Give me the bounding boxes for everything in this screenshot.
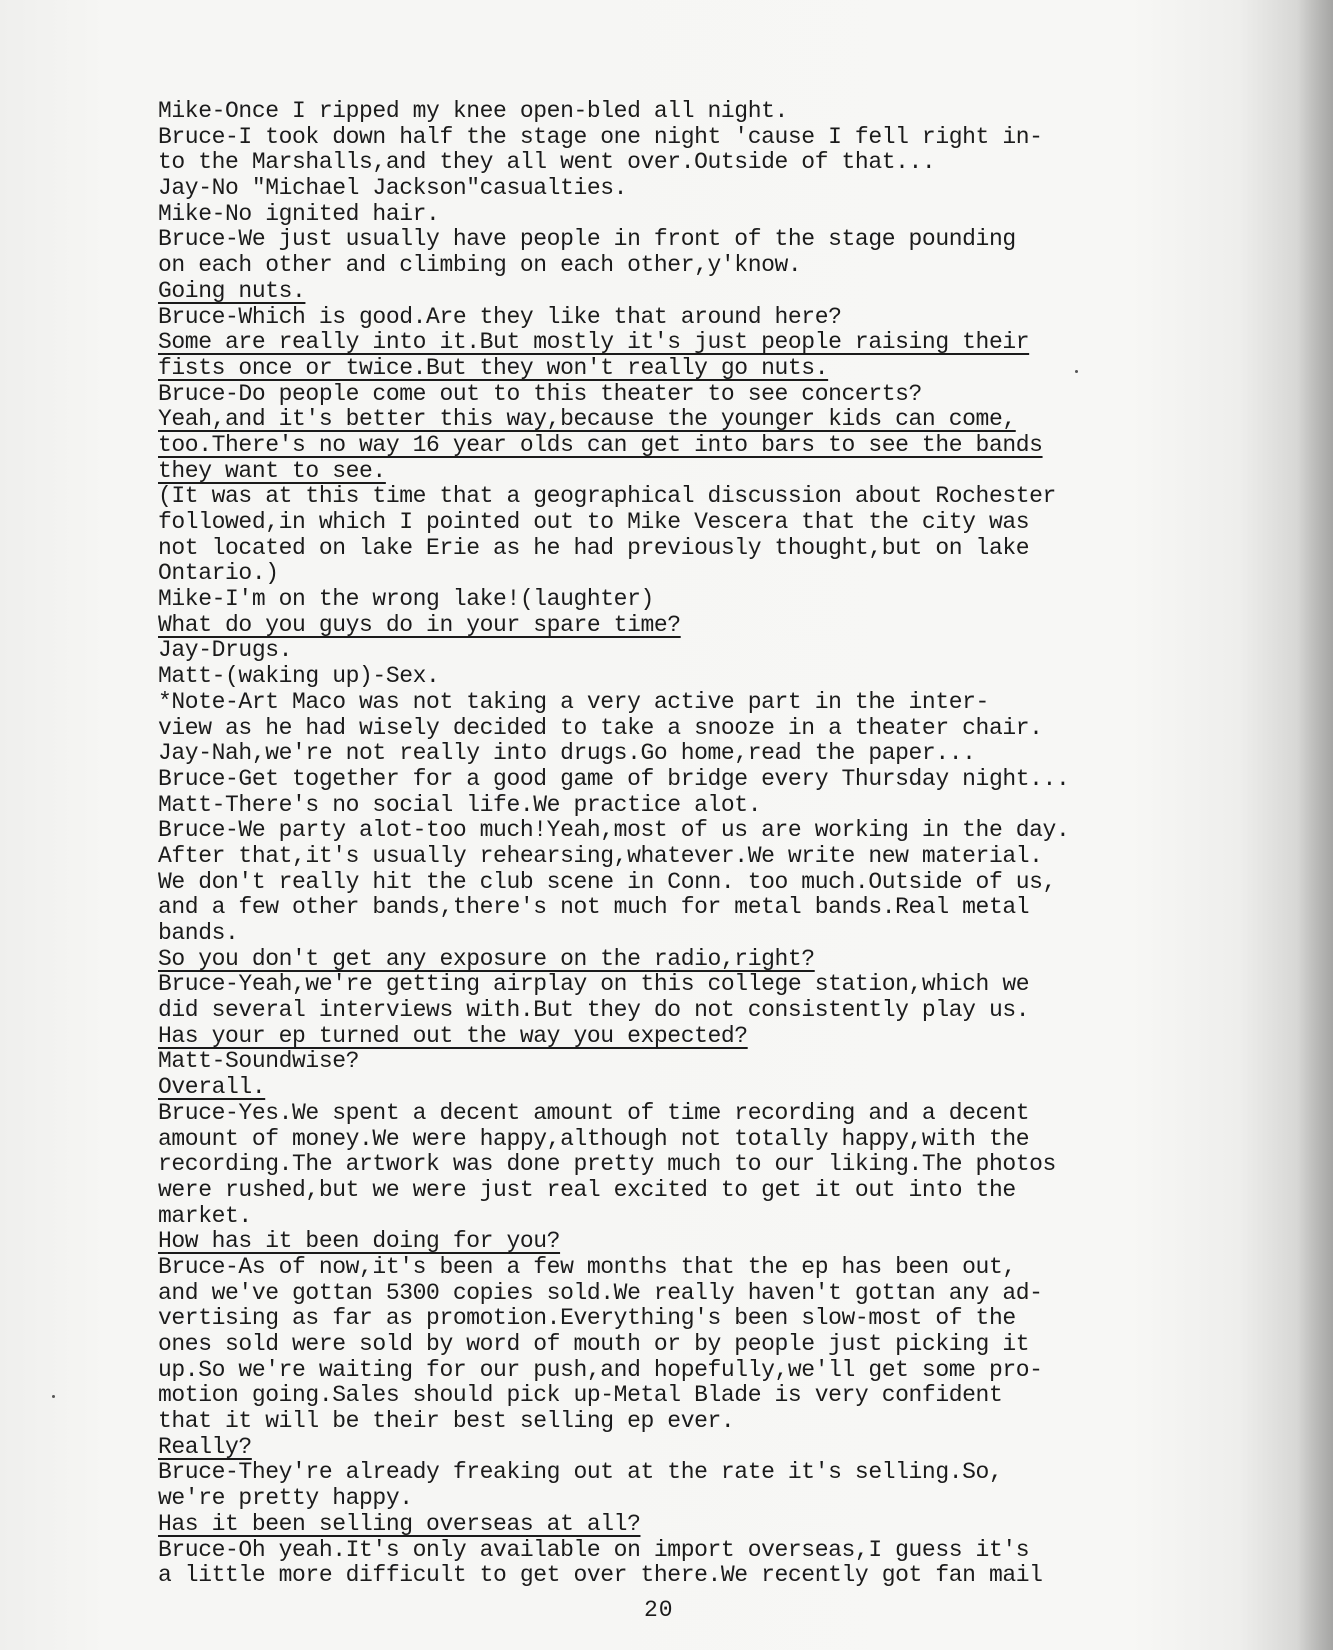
answer-line: We don't really hit the club scene in Conn. too much.Outside of us, xyxy=(158,868,1056,895)
answer-line: Bruce-I took down half the stage one night 'cause I fell right in- xyxy=(158,123,1043,150)
answer-line: Bruce-Which is good.Are they like that around here? xyxy=(158,303,842,330)
answer-line: Mike-Once I ripped my knee open-bled all night. xyxy=(158,98,788,124)
answer-line: Mike-I'm on the wrong lake!(laughter) xyxy=(158,586,654,613)
answer-line: After that,it's usually rehearsing,whatever.We write new material. xyxy=(158,842,1043,869)
answer-line: Bruce-Do people come out to this theater to see concerts? xyxy=(158,380,922,407)
answer-line: bands. xyxy=(158,920,239,946)
answer-line: we're pretty happy. xyxy=(158,1485,413,1512)
interviewer-question-line: too.There's no way 16 year olds can get into bars to see the bands xyxy=(158,431,1043,458)
interviewer-question-line: Really? xyxy=(158,1433,252,1460)
answer-line: view as he had wisely decided to take a snooze in a theater chair. xyxy=(158,714,1043,741)
page-number: 20 xyxy=(644,1597,674,1623)
answer-line: Bruce-They're already freaking out at the rate it's selling.So, xyxy=(158,1459,1003,1486)
answer-line: on each other and climbing on each other,y'know. xyxy=(158,252,802,279)
interviewer-question-line: fists once or twice.But they won't really go nuts. xyxy=(158,354,829,381)
interviewer-question-line: So you don't get any exposure on the radio,right? xyxy=(158,945,815,972)
interviewer-question-line: Going nuts. xyxy=(158,277,306,304)
answer-line: market. xyxy=(158,1202,252,1229)
answer-line: (It was at this time that a geographical discussion about Rochester xyxy=(158,483,1056,510)
answer-line: Bruce-We just usually have people in front of the stage pounding xyxy=(158,226,1016,253)
answer-line: and we've gottan 5300 copies sold.We really haven't gottan any ad- xyxy=(158,1279,1043,1306)
interviewer-question-line: Overall. xyxy=(158,1074,266,1101)
answer-line: that it will be their best selling ep ever. xyxy=(158,1408,735,1435)
answer-line: up.So we're waiting for our push,and hopefully,we'll get some pro- xyxy=(158,1356,1043,1383)
answer-line: Bruce-Oh yeah.It's only available on import overseas,I guess it's xyxy=(158,1536,1030,1563)
interviewer-question-line: What do you guys do in your spare time? xyxy=(158,611,681,638)
answer-line: not located on lake Erie as he had previously thought,but on lake xyxy=(158,534,1030,561)
answer-line: vertising as far as promotion.Everything's been slow-most of the xyxy=(158,1305,1016,1332)
answer-line: ones sold were sold by word of mouth or by people just picking it xyxy=(158,1331,1030,1357)
answer-line: Matt-There's no social life.We practice alot. xyxy=(158,791,762,818)
answer-line: a little more difficult to get over there.We recently got fan mail xyxy=(158,1562,1043,1589)
answer-line: Ontario.) xyxy=(158,560,279,587)
answer-line: amount of money.We were happy,although not totally happy,with the xyxy=(158,1125,1030,1152)
interviewer-question-line: Has your ep turned out the way you expected? xyxy=(158,1022,748,1049)
answer-line: were rushed,but we were just real excited to get it out into the xyxy=(158,1176,1016,1203)
interviewer-question-line: How has it been doing for you? xyxy=(158,1228,561,1255)
answer-line: Mike-No ignited hair. xyxy=(158,200,440,227)
answer-line: Jay-Drugs. xyxy=(158,637,293,664)
answer-line: Jay-No "Michael Jackson"casualties. xyxy=(158,175,628,202)
answer-line: Matt-(waking up)-Sex. xyxy=(158,663,440,690)
answer-line: followed,in which I pointed out to Mike Vescera that the city was xyxy=(158,509,1030,535)
answer-line: Bruce-As of now,it's been a few months that the ep has been out, xyxy=(158,1253,1016,1280)
answer-line: Bruce-Get together for a good game of bridge every Thursday night... xyxy=(158,765,1070,792)
answer-line: Jay-Nah,we're not really into drugs.Go home,read the paper... xyxy=(158,740,976,767)
page-spine-shadow xyxy=(1297,0,1333,1650)
answer-line: Bruce-We party alot-too much!Yeah,most of us are working in the day. xyxy=(158,817,1070,844)
answer-line: and a few other bands,there's not much for metal bands.Real metal xyxy=(158,894,1030,921)
interviewer-question-line: Yeah,and it's better this way,because the younger kids can come, xyxy=(158,406,1016,433)
answer-line: Matt-Soundwise? xyxy=(158,1048,360,1075)
answer-line: *Note-Art Maco was not taking a very active part in the inter- xyxy=(158,688,989,715)
ink-speck xyxy=(52,1395,55,1398)
interview-text xyxy=(158,99,1208,1589)
answer-line: Bruce-Yes.We spent a decent amount of time recording and a decent xyxy=(158,1099,1030,1126)
answer-line: recording.The artwork was done pretty much to our liking.The photos xyxy=(158,1151,1056,1178)
interviewer-question-line: Has it been selling overseas at all? xyxy=(158,1510,641,1537)
answer-line: motion going.Sales should pick up-Metal Blade is very confident xyxy=(158,1382,1003,1409)
interviewer-question-line: Some are really into it.But mostly it's just people raising their xyxy=(158,329,1030,356)
interviewer-question-line: they want to see. xyxy=(158,457,386,484)
answer-line: Bruce-Yeah,we're getting airplay on this college station,which we xyxy=(158,971,1030,998)
answer-line: to the Marshalls,and they all went over.Outside of that... xyxy=(158,149,936,176)
answer-line: did several interviews with.But they do not consistently play us. xyxy=(158,997,1030,1024)
